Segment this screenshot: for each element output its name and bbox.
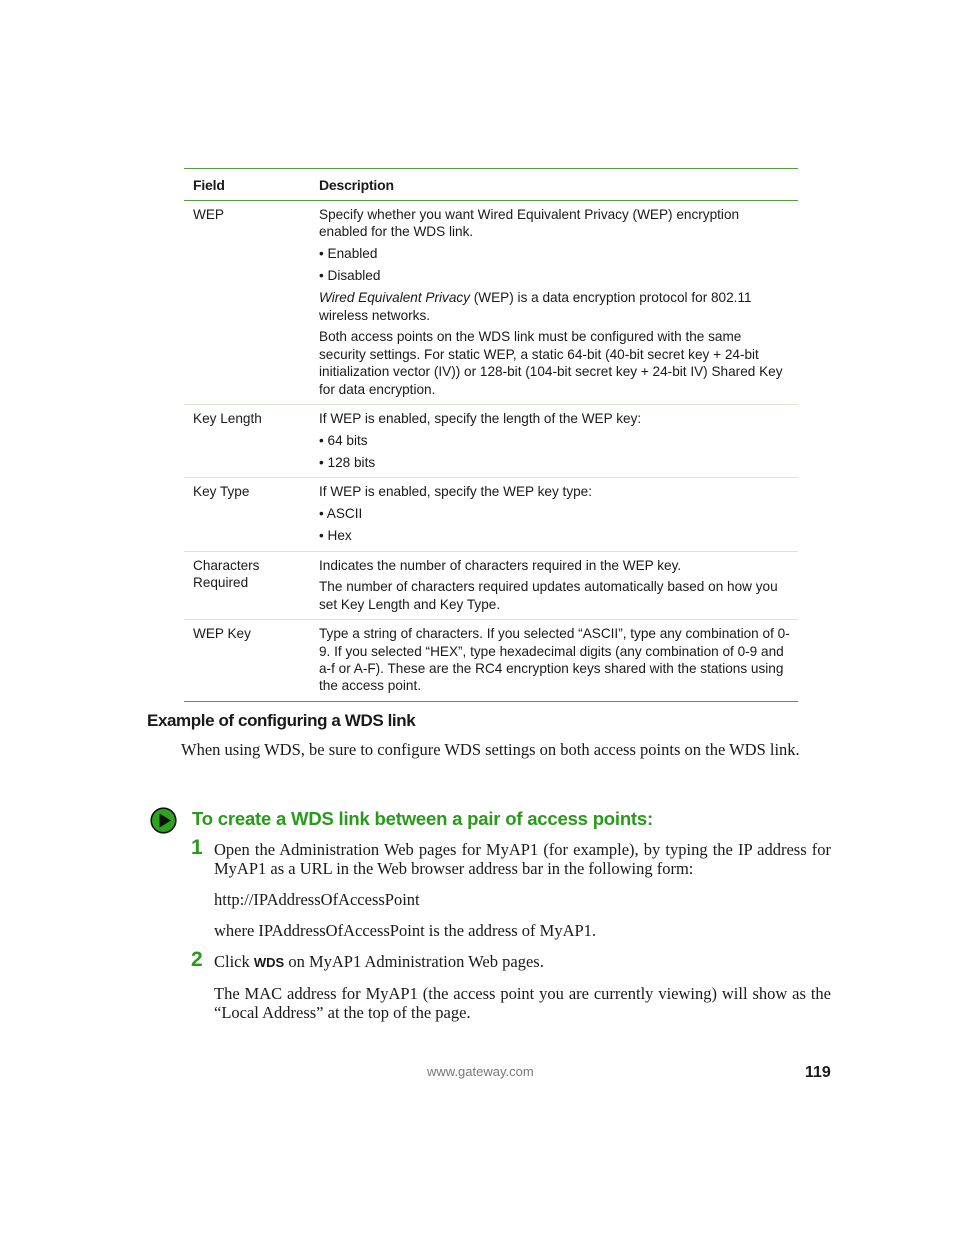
table-row bbox=[184, 620, 798, 701]
header-field: Field bbox=[193, 176, 225, 193]
ui-label-wds: WDS bbox=[253, 955, 285, 970]
description-text: If WEP is enabled, specify the WEP key type: bbox=[319, 484, 593, 500]
url-example: http://IPAddressOfAccessPoint bbox=[214, 890, 420, 909]
field-description bbox=[310, 405, 798, 477]
field-name: WEP bbox=[193, 207, 224, 222]
section-title: Example of configuring a WDS link bbox=[147, 711, 416, 730]
field-name: WEP Key bbox=[193, 626, 251, 642]
field-name-line: Required bbox=[193, 574, 249, 590]
table-row bbox=[184, 405, 798, 478]
table-header bbox=[184, 169, 798, 201]
step-text-part: on MyAP1 Administration Web pages. bbox=[284, 952, 544, 971]
field-name-line: Characters bbox=[193, 557, 260, 573]
description-text: If WEP is enabled, specify the length of the WEP key: bbox=[319, 411, 642, 427]
step-body bbox=[214, 952, 831, 1022]
option-item: • 64 bits bbox=[319, 432, 368, 448]
option-item: • ASCII bbox=[319, 506, 363, 522]
option-item: • 128 bits bbox=[319, 454, 376, 470]
step-number: 1 bbox=[191, 836, 203, 859]
table-row bbox=[184, 552, 798, 621]
step-number: 2 bbox=[191, 948, 203, 971]
description-text: Type a string of characters. If you selected “ASCII”, type any combination of 0-9. If you selected “HEX”, type hexadecimal digits (any combination of 0-9 and a-f or A-F). These are the RC4 encryption keys shared with the stations using the access point. bbox=[319, 626, 790, 694]
step-text bbox=[214, 952, 831, 972]
page-number: 119 bbox=[805, 1064, 831, 1081]
description-text: Indicates the number of characters required in the WEP key. bbox=[319, 557, 682, 573]
option-item: • Enabled bbox=[319, 246, 378, 262]
option-item: • Hex bbox=[319, 528, 352, 544]
field-description bbox=[310, 552, 798, 620]
footer-url: www.gateway.com bbox=[427, 1064, 534, 1079]
header-description: Description bbox=[319, 176, 394, 193]
green-play-arrow-icon bbox=[150, 807, 177, 834]
field-name bbox=[184, 552, 310, 620]
description-text: Specify whether you want Wired Equivalent Privacy (WEP) encryption enabled for the WDS link. bbox=[319, 207, 740, 240]
description-text: Both access points on the WDS link must be configured with the same security settings. For static WEP, a static 64-bit (40-bit secret key + 24-bit initialization vector (IV)) or 128-bit (104-bit secret key + 24-bit IV) Shared Key for data encryption. bbox=[319, 329, 783, 397]
option-item: • Disabled bbox=[319, 268, 381, 284]
settings-table bbox=[184, 168, 798, 702]
section-intro: When using WDS, be sure to configure WDS settings on both access points on the WDS link. bbox=[181, 740, 800, 759]
field-description bbox=[310, 201, 798, 404]
step-text-part: Click bbox=[214, 952, 254, 971]
procedure-title: To create a WDS link between a pair of access points: bbox=[192, 808, 653, 829]
field-name: Key Type bbox=[193, 484, 250, 500]
description-text bbox=[319, 289, 790, 324]
step-text: Open the Administration Web pages for MyAP1 (for example), by typing the IP address for MyAP1 as a URL in the Web browser address bar in the following form: bbox=[214, 840, 831, 878]
italic-term: Wired Equivalent Privacy bbox=[319, 290, 470, 306]
step-note: where IPAddressOfAccessPoint is the address of MyAP1. bbox=[214, 921, 597, 940]
table-row bbox=[184, 201, 798, 405]
field-name: Key Length bbox=[193, 411, 262, 427]
step-note: The MAC address for MyAP1 (the access point you are currently viewing) will show as the “Local Address” at the top of the page. bbox=[214, 984, 831, 1022]
description-text: (WEP) is a data encryption protocol for 802.11 wireless networks. bbox=[319, 290, 752, 323]
description-text: The number of characters required updates automatically based on how you set Key Length and Key Type. bbox=[319, 579, 778, 612]
step-body bbox=[214, 840, 831, 940]
table-row bbox=[184, 478, 798, 551]
field-description bbox=[310, 620, 798, 701]
field-description bbox=[310, 478, 798, 550]
